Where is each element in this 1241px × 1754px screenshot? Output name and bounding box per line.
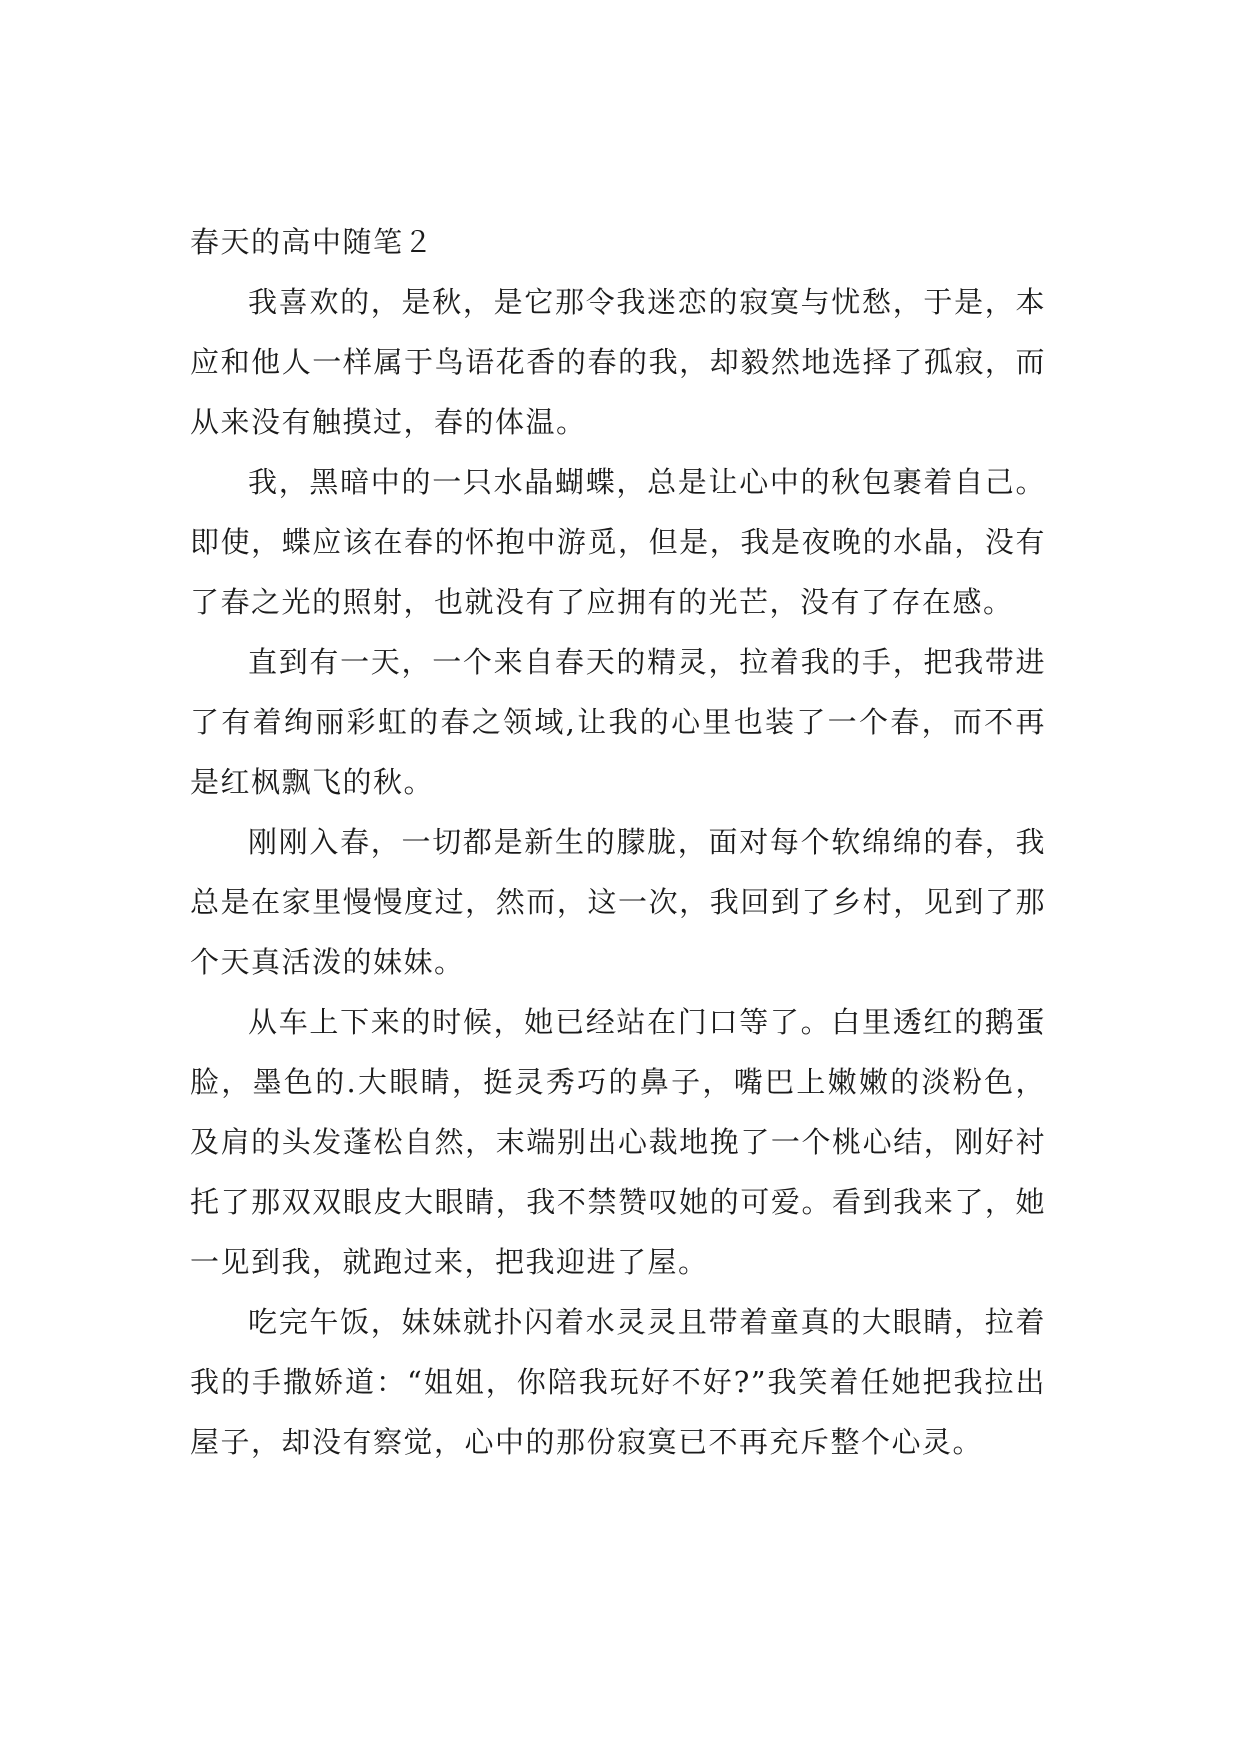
document-body	[190, 212, 1046, 1472]
paragraph: 我，黑暗中的一只水晶蝴蝶，总是让心中的秋包裹着自己。即使，蝶应该在春的怀抱中游觅，但是，我是夜晚的水晶，没有了春之光的照射，也就没有了应拥有的光芒，没有了存在感。	[190, 465, 1046, 619]
paragraph: 刚刚入春，一切都是新生的朦胧，面对每个软绵绵的春，我总是在家里慢慢度过，然而，这一次，我回到了乡村，见到了那个天真活泼的妹妹。	[190, 825, 1046, 979]
document-title: 春天的高中随笔２	[190, 225, 435, 259]
paragraph: 吃完午饭，妹妹就扑闪着水灵灵且带着童真的大眼睛，拉着我的手撒娇道：“姐姐，你陪我玩好不好?”我笑着任她把我拉出屋子，却没有察觉，心中的那份寂寞已不再充斥整个心灵。	[190, 1305, 1046, 1459]
paragraph: 直到有一天，一个来自春天的精灵，拉着我的手，把我带进了有着绚丽彩虹的春之领域,让我的心里也装了一个春，而不再是红枫飘飞的秋。	[190, 645, 1046, 799]
paragraph: 我喜欢的，是秋，是它那令我迷恋的寂寞与忧愁，于是，本应和他人一样属于鸟语花香的春的我，却毅然地选择了孤寂，而从来没有触摸过，春的体温。	[190, 285, 1046, 439]
paragraph: 从车上下来的时候，她已经站在门口等了。白里透红的鹅蛋脸，墨色的.大眼睛，挺灵秀巧的鼻子，嘴巴上嫩嫩的淡粉色，及肩的头发蓬松自然，末端别出心裁地挽了一个桃心结，刚好衬托了那双双眼皮大眼睛，我不禁赞叹她的可爱。看到我来了，她一见到我，就跑过来，把我迎进了屋。	[190, 1005, 1046, 1279]
